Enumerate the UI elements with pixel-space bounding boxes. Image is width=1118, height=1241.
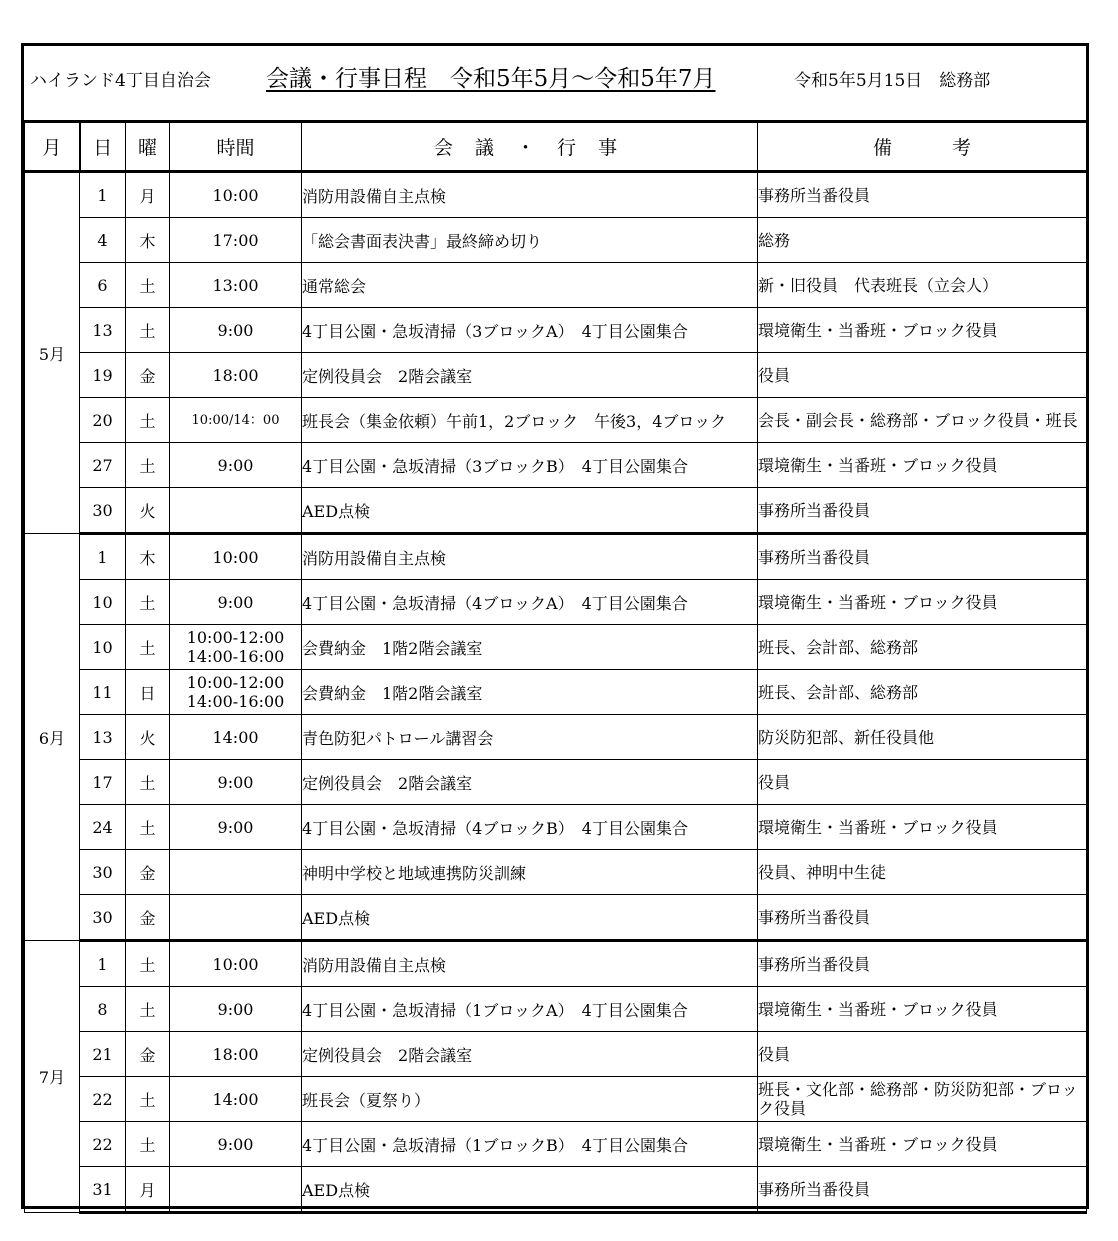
organization-name: ハイランド4丁目自治会 [30,71,211,91]
table-row [25,398,1087,443]
event-cell: 4丁目公園・急坂清掃（3ブロックA） 4丁目公園集合 [302,308,758,353]
event-cell: 4丁目公園・急坂清掃（4ブロックB） 4丁目公園集合 [302,805,758,850]
day-cell: 10 [80,580,126,625]
weekday-cell: 金 [126,1032,170,1077]
note-cell: 班長、会計部、総務部 [758,670,1087,715]
event-cell: 会費納金 1階2階会議室 [302,670,758,715]
event-cell: 定例役員会 2階会議室 [302,760,758,805]
time-range-2: 14:00-16:00 [186,647,285,666]
table-row [25,670,1087,715]
table-row [25,443,1087,488]
time-cell: 9:00 [170,760,302,805]
weekday-cell: 金 [126,353,170,398]
time-cell: 13:00 [170,263,302,308]
note-cell: 役員 [758,353,1087,398]
event-cell: 4丁目公園・急坂清掃（3ブロックB） 4丁目公園集合 [302,443,758,488]
table-row [25,850,1087,895]
time-range-2: 14:00-16:00 [186,692,285,711]
event-cell: 青色防犯パトロール講習会 [302,715,758,760]
weekday-cell: 土 [126,263,170,308]
day-cell: 20 [80,398,126,443]
day-cell: 24 [80,805,126,850]
event-cell: 4丁目公園・急坂清掃（1ブロックA） 4丁目公園集合 [302,987,758,1032]
event-cell: 班長会（夏祭り） [302,1077,758,1122]
event-cell: 定例役員会 2階会議室 [302,1032,758,1077]
weekday-cell: 土 [126,1077,170,1122]
weekday-cell: 土 [126,398,170,443]
day-cell: 1 [80,172,126,218]
time-cell [170,1167,302,1213]
table-row [25,805,1087,850]
note-cell: 班長、会計部、総務部 [758,625,1087,670]
note-cell: 環境衛生・当番班・ブロック役員 [758,308,1087,353]
event-cell: 神明中学校と地域連携防災訓練 [302,850,758,895]
note-cell: 役員 [758,1032,1087,1077]
time-cell: 9:00 [170,308,302,353]
table-row [25,895,1087,941]
table-row [25,488,1087,534]
day-cell: 13 [80,715,126,760]
time-cell: 9:00 [170,987,302,1032]
table-row [25,353,1087,398]
note-cell: 事務所当番役員 [758,1167,1087,1213]
day-cell: 1 [80,534,126,580]
event-cell: 定例役員会 2階会議室 [302,353,758,398]
note-cell: 環境衛生・当番班・ブロック役員 [758,987,1087,1032]
time-cell: 9:00 [170,805,302,850]
weekday-cell: 土 [126,760,170,805]
day-cell: 6 [80,263,126,308]
day-cell: 8 [80,987,126,1032]
weekday-cell: 月 [126,172,170,218]
col-header-day: 日 [80,123,126,172]
time-cell: 9:00 [170,580,302,625]
time-cell: 17:00 [170,218,302,263]
day-cell: 31 [80,1167,126,1213]
weekday-cell: 土 [126,805,170,850]
time-cell [170,850,302,895]
event-cell: 会費納金 1階2階会議室 [302,625,758,670]
note-cell: 新・旧役員 代表班長（立会人） [758,263,1087,308]
note-cell: 環境衛生・当番班・ブロック役員 [758,805,1087,850]
note-cell: 会長・副会長・総務部・ブロック役員・班長 [758,398,1087,443]
day-cell: 4 [80,218,126,263]
weekday-cell: 木 [126,218,170,263]
table-row [25,715,1087,760]
event-cell: 消防用設備自主点検 [302,534,758,580]
day-cell: 30 [80,850,126,895]
table-row [25,1167,1087,1213]
table-row [25,263,1087,308]
event-cell: AED点検 [302,895,758,941]
col-header-dow: 曜 [126,123,170,172]
note-cell: 事務所当番役員 [758,172,1087,218]
table-row [25,1032,1087,1077]
weekday-cell: 土 [126,1122,170,1167]
event-cell: 班長会（集金依頼）午前1，2ブロック 午後3，4ブロック [302,398,758,443]
schedule-table [24,122,1087,1214]
day-cell: 22 [80,1077,126,1122]
table-row [25,580,1087,625]
note-cell: 事務所当番役員 [758,895,1087,941]
day-cell: 22 [80,1122,126,1167]
note-cell: 事務所当番役員 [758,941,1087,987]
col-header-month: 月 [25,123,80,172]
time-range-1: 10:00-12:00 [186,673,285,692]
note-cell: 事務所当番役員 [758,534,1087,580]
day-cell: 13 [80,308,126,353]
note-cell: 環境衛生・当番班・ブロック役員 [758,1122,1087,1167]
document-title: 会議・行事日程 令和5年5月～令和5年7月 [266,66,716,92]
note-cell: 防災防犯部、新任役員他 [758,715,1087,760]
month-cell: 5月 [25,172,80,534]
col-header-note-left: 備 [872,137,892,159]
table-row [25,308,1087,353]
weekday-cell: 月 [126,1167,170,1213]
col-header-note-right: 考 [952,137,972,159]
time-cell [170,670,302,715]
weekday-cell: 土 [126,941,170,987]
day-cell: 30 [80,895,126,941]
weekday-cell: 火 [126,488,170,534]
weekday-cell: 金 [126,895,170,941]
col-header-note [758,123,1087,172]
weekday-cell: 土 [126,443,170,488]
weekday-cell: 日 [126,670,170,715]
schedule-body [25,172,1087,1213]
time-cell: 14:00 [170,715,302,760]
time-cell: 18:00 [170,353,302,398]
event-cell: 通常総会 [302,263,758,308]
month-cell: 6月 [25,534,80,941]
time-cell: 18:00 [170,1032,302,1077]
table-row [25,1122,1087,1167]
weekday-cell: 木 [126,534,170,580]
day-cell: 30 [80,488,126,534]
time-cell [170,488,302,534]
weekday-cell: 金 [126,850,170,895]
day-cell: 11 [80,670,126,715]
sheet-header [24,46,1086,122]
table-header-row [25,123,1087,172]
time-cell: 14:00 [170,1077,302,1122]
table-row [25,941,1087,987]
table-row [25,760,1087,805]
event-cell: 消防用設備自主点検 [302,172,758,218]
table-row [25,625,1087,670]
event-cell: 4丁目公園・急坂清掃（1ブロックB） 4丁目公園集合 [302,1122,758,1167]
time-cell: 10:00 [170,941,302,987]
col-header-event: 会 議 ・ 行 事 [302,123,758,172]
note-cell: 環境衛生・当番班・ブロック役員 [758,580,1087,625]
day-cell: 19 [80,353,126,398]
day-cell: 10 [80,625,126,670]
weekday-cell: 土 [126,580,170,625]
note-cell: 役員 [758,760,1087,805]
table-row [25,534,1087,580]
col-header-time: 時間 [170,123,302,172]
weekday-cell: 土 [126,625,170,670]
weekday-cell: 火 [126,715,170,760]
day-cell: 17 [80,760,126,805]
day-cell: 1 [80,941,126,987]
event-cell: 消防用設備自主点検 [302,941,758,987]
time-cell: 10:00 [170,534,302,580]
note-cell: 環境衛生・当番班・ブロック役員 [758,443,1087,488]
time-cell [170,625,302,670]
table-row [25,1077,1087,1122]
issue-date: 令和5年5月15日 総務部 [794,71,991,91]
weekday-cell: 土 [126,987,170,1032]
month-cell: 7月 [25,941,80,1213]
time-cell: 9:00 [170,443,302,488]
table-row [25,218,1087,263]
time-range-1: 10:00-12:00 [186,628,285,647]
time-cell: 10:00/14：00 [170,398,302,443]
day-cell: 27 [80,443,126,488]
note-cell: 役員、神明中生徒 [758,850,1087,895]
event-cell: 「総会書面表決書」最終締め切り [302,218,758,263]
note-cell: 班長・文化部・総務部・防災防犯部・ブロック役員 [758,1077,1087,1122]
note-cell: 事務所当番役員 [758,488,1087,534]
day-cell: 21 [80,1032,126,1077]
table-row [25,172,1087,218]
note-cell: 総務 [758,218,1087,263]
time-cell: 10:00 [170,172,302,218]
table-row [25,987,1087,1032]
event-cell: 4丁目公園・急坂清掃（4ブロックA） 4丁目公園集合 [302,580,758,625]
event-cell: AED点検 [302,1167,758,1213]
time-cell [170,895,302,941]
time-cell: 9:00 [170,1122,302,1167]
event-cell: AED点検 [302,488,758,534]
weekday-cell: 土 [126,308,170,353]
schedule-sheet [21,43,1089,1209]
